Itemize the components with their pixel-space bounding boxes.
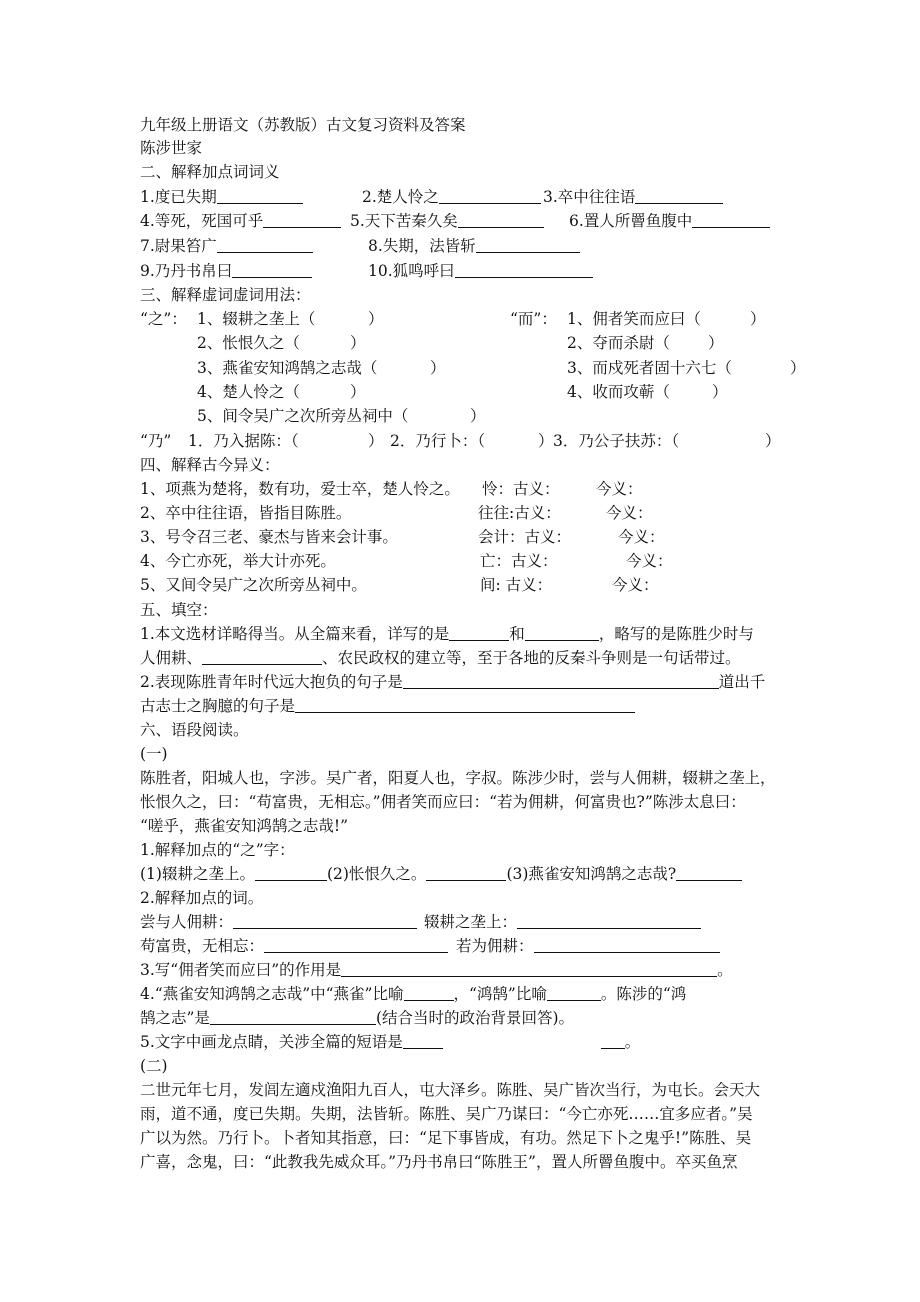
close-paren: ） (765, 432, 781, 450)
s4-sentence: 2、卒中往往语，皆指目陈胜。 (140, 504, 352, 522)
close-paren: ） (430, 359, 446, 377)
passage-1-marker: (一) (140, 745, 168, 763)
answer-blank (449, 626, 509, 641)
s4-ancient-label: 间: 古义： (480, 576, 553, 594)
section-2-heading: 二、解释加点词词义 (140, 163, 280, 181)
p1-question-4-cont: 鹄之志”是 (结合当时的政治背景回答)。 (140, 1009, 575, 1027)
passage-2-line: 二世元年七月，发闾左適戍渔阳九百人，屯大泽乡。陈胜、吴广皆次当行，为屯长。会天大 (140, 1081, 761, 1099)
s4-ancient-label: 怜：古义： (482, 480, 560, 498)
s4-modern-label: 今义： (596, 480, 643, 498)
answer-blank (534, 938, 720, 953)
s4-ancient-label: 往往:古义： (478, 504, 561, 522)
answer-blank (601, 1034, 625, 1049)
answer-blank (403, 1034, 443, 1049)
s4-modern-label: 今义： (612, 576, 659, 594)
answer-blank (341, 962, 717, 977)
zhi-item: 3、燕雀安知鸿鹄之志哉（ (197, 359, 378, 377)
close-paren: ） (368, 310, 384, 328)
zhi-item: 4、楚人怜之（ (197, 383, 300, 401)
passage-2-marker: (二) (140, 1057, 168, 1075)
answer-blank (692, 213, 770, 228)
s4-modern-label: 今义： (606, 504, 653, 522)
answer-blank (217, 189, 303, 204)
s5-question-2: 2.表现陈胜青年时代远大抱负的句子是 道出千 (140, 673, 766, 691)
s2-item-2: 2.楚人怜之 (362, 187, 541, 207)
s4-modern-label: 今义： (626, 552, 673, 570)
s2-item-6: 6.置人所罾鱼腹中 (569, 211, 770, 231)
answer-blank (217, 238, 313, 253)
close-paren: ） (712, 383, 728, 401)
close-paren: ） (538, 432, 554, 450)
answer-blank (233, 914, 417, 929)
er-item: 2、夺而杀尉（ (567, 334, 670, 352)
answer-blank (476, 238, 580, 253)
section-3-heading: 三、解释虚词虚词用法： (140, 286, 311, 304)
zhi-label: “之”： (140, 310, 187, 328)
s5-question-1: 1.本文选材详略得当。从全篇来看，详写的是 和 ，略写的是陈胜少时与 (140, 625, 754, 643)
close-paren: ） (750, 310, 766, 328)
answer-blank (404, 986, 454, 1001)
s4-sentence: 5、又间令吴广之次所旁丛祠中。 (140, 576, 367, 594)
p1-question-1: 1.解释加点的“之”字： (140, 841, 295, 859)
passage-1-line: 怅恨久之，曰：“苟富贵，无相忘。”佣者笑而应曰：“若为佣耕，何富贵也?”陈涉太息曰： (140, 793, 746, 811)
document-title: 九年级上册语文（苏教版）古文复习资料及答案 (140, 116, 466, 134)
s4-ancient-label: 亡：古义： (480, 552, 558, 570)
answer-blank (517, 914, 701, 929)
answer-blank (426, 866, 506, 881)
close-paren: ） (470, 407, 486, 425)
er-item: 4、收而攻蕲（ (567, 383, 670, 401)
nai-item: 3．乃公子扶苏：（ (553, 432, 680, 450)
nai-label: “乃” (140, 432, 172, 450)
close-paren: ） (708, 334, 724, 352)
p1-question-4: 4.“燕雀安知鸿鹄之志哉”中“燕雀”比喻 ，“鸿鹄”比喻 。陈涉的“鸿 (140, 985, 687, 1003)
passage-2-line: 广以为然。乃行卜。卜者知其指意，曰：“足下事皆成，有功。然足下卜之鬼乎!”陈胜、吴 (140, 1129, 752, 1147)
s2-item-10: 10.狐鸣呼曰 (368, 261, 593, 281)
s2-item-8: 8.失期，法皆斩 (368, 236, 580, 256)
answer-blank (455, 263, 593, 278)
zhi-item: 2、怅恨久之（ (197, 334, 300, 352)
s5-question-1-cont: 人佣耕、 、农民政权的建立等，至于各地的反秦斗争则是一句话带过。 (140, 649, 741, 667)
s4-sentence: 1、项燕为楚将，数有功，爱士卒，楚人怜之。 (140, 480, 460, 498)
answer-blank (635, 189, 723, 204)
close-paren: ） (350, 334, 366, 352)
passage-2-line: 雨，道不通，度已失期。失期，法皆斩。陈胜、吴广乃谋曰：“今亡亦死……宜多应者。”吴 (140, 1105, 753, 1123)
p1-q2-item: 若为佣耕： (456, 936, 720, 956)
s2-item-4: 4.等死，死国可乎 (140, 211, 341, 231)
zhi-item: 1、辍耕之垄上（ (197, 310, 316, 328)
zhi-item: 5、间令吴广之次所旁丛祠中（ (197, 407, 409, 425)
answer-blank (676, 866, 742, 881)
s2-item-9: 9.乃丹书帛曰 (140, 261, 312, 281)
close-paren: ） (790, 359, 806, 377)
answer-blank (547, 986, 601, 1001)
s4-ancient-label: 会计：古义： (478, 528, 572, 546)
answer-blank (264, 938, 448, 953)
answer-blank (263, 213, 341, 228)
p1-question-3: 3.写“佣者笑而应曰”的作用是 。 (140, 961, 733, 979)
passage-2-line: 广喜，念鬼，曰：“此教我先威众耳。”乃丹书帛曰“陈胜王”，置人所罾鱼腹中。卒买鱼烹 (140, 1153, 738, 1171)
p1-q2-item: 苟富贵，无相忘： (140, 936, 448, 956)
answer-blank (439, 189, 541, 204)
er-item: 1、佣者笑而应曰（ (567, 310, 701, 328)
s2-item-5: 5.天下苦秦久矣 (350, 211, 544, 231)
answer-blank (202, 650, 322, 665)
answer-blank (458, 213, 544, 228)
s2-item-1: 1.度已失期 (140, 187, 303, 207)
p1-q2-item: 辍耕之垄上： (424, 912, 701, 932)
s4-modern-label: 今义： (618, 528, 665, 546)
section-4-heading: 四、解释古今异义： (140, 456, 280, 474)
lesson-title: 陈涉世家 (140, 139, 203, 157)
section-6-heading: 六、语段阅读。 (140, 721, 249, 739)
close-paren: ） (368, 432, 384, 450)
passage-1-line: “嗟乎，燕雀安知鸿鹄之志哉!” (140, 817, 349, 835)
er-item: 3、而戍死者固十六七（ (567, 359, 732, 377)
p1-q2-item: 尝与人佣耕： (140, 912, 417, 932)
answer-blank (232, 263, 312, 278)
s2-item-3: 3.卒中往往语 (543, 187, 723, 207)
s4-sentence: 4、今亡亦死，举大计亦死。 (140, 552, 336, 570)
answer-blank (295, 698, 635, 713)
er-label: “而”： (510, 310, 557, 328)
s5-question-2-cont: 古志士之胸臆的句子是 (140, 696, 635, 716)
p1-question-1-items: (1)辍耕之垄上。 (2)怅恨久之。 (3)燕雀安知鸿鹄之志哉? (140, 864, 742, 884)
passage-1-line: 陈胜者，阳城人也，字涉。吴广者，阳夏人也，字叔。陈涉少时，尝与人佣耕，辍耕之垄上， (140, 769, 776, 787)
answer-blank (255, 866, 327, 881)
answer-blank (210, 1010, 376, 1025)
s4-sentence: 3、号令召三老、豪杰与皆来会计事。 (140, 528, 398, 546)
s2-item-7: 7.尉果笞广 (140, 236, 313, 256)
p1-question-2: 2.解释加点的词。 (140, 889, 264, 907)
nai-item: 2．乃行卜：（ (390, 432, 486, 450)
close-paren: ） (350, 383, 366, 401)
p1-question-5: 5.文字中画龙点睛，关涉全篇的短语是 。 (140, 1033, 641, 1051)
answer-blank (403, 674, 719, 689)
nai-item: 1．乃入据陈：（ (188, 432, 299, 450)
answer-blank (525, 626, 599, 641)
section-5-heading: 五、填空： (140, 601, 218, 619)
